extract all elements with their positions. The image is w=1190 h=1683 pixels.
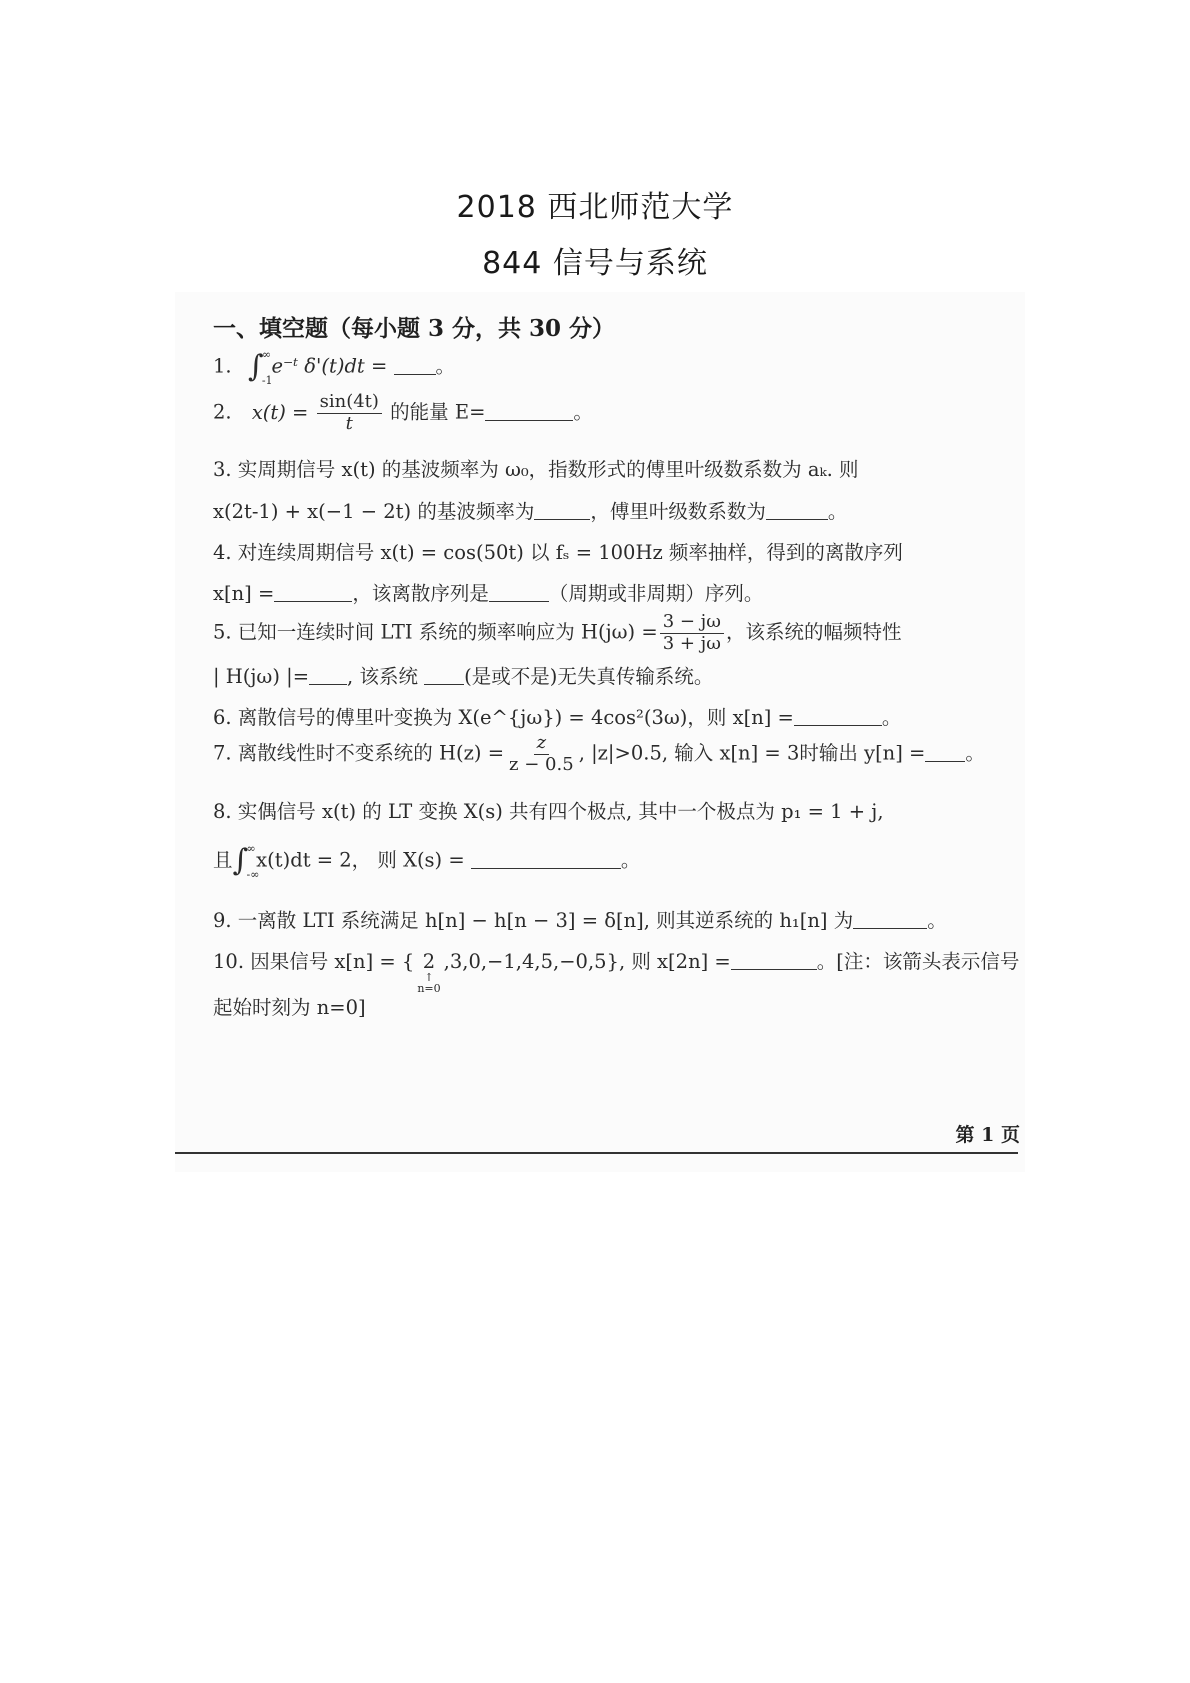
question-10-line-1: 10. 因果信号 x[n] = { 2 ↑ n=0 ,3,0,−1,4,5,−0,5}, 则 x[2n] = 。[注：该箭头表示信号 [213, 950, 1020, 995]
q3-frequency-blank[interactable] [534, 519, 590, 520]
question-3-line-2: x(2t-1) + x(−1 − 2t) 的基波频率为 ，傅里叶级数系数为 。 [213, 500, 848, 523]
question-8-line-1: 8. 实偶信号 x(t) 的 LT 变换 X(s) 共有四个极点, 其中一个极点为 p₁ = 1 + j, [213, 800, 884, 823]
q3-coefficient-blank[interactable] [766, 519, 828, 520]
question-3-line-1: 3. 实周期信号 x(t) 的基波频率为 ω₀，指数形式的傅里叶级数系数为 aₖ. 则 [213, 458, 859, 481]
section-heading: 一、填空题（每小题 3 分，共 30 分） [213, 315, 616, 342]
question-4-line-2: x[n] = ，该离散序列是 （周期或非周期）序列。 [213, 582, 764, 605]
q2-lhs: x(t) = [251, 400, 309, 424]
page-number: 第 1 页 [955, 1124, 1020, 1146]
question-10-line-2: 起始时刻为 n=0] [213, 996, 366, 1019]
q4-sequence-blank[interactable] [274, 601, 352, 602]
q4-periodic-blank[interactable] [489, 601, 549, 602]
question-1: 1. ∫ ∞ -1 e⁻ᵗ δ'(t)dt = 。 [213, 348, 456, 387]
q5-magnitude-blank[interactable] [309, 684, 347, 685]
question-2: 2. x(t) = $\frac{\sin(4t)}{t}$ 的能量 E= 。 [213, 391, 593, 434]
q1-expression: e⁻ᵗ δ'(t)dt = [271, 354, 388, 378]
integral-sign: ∫ ∞ -1 [247, 348, 273, 387]
q9-answer-blank[interactable] [853, 928, 927, 929]
q7-answer-blank[interactable] [925, 761, 965, 762]
q1-answer-blank[interactable] [394, 374, 436, 375]
question-8-line-2: 且∫ ∞ -∞ x(t)dt = 2， 则 X(s) = 。 [213, 842, 641, 881]
page-subtitle: 844 信号与系统 [482, 246, 708, 281]
up-arrow-icon: ↑ [424, 970, 434, 984]
q6-answer-blank[interactable] [794, 725, 882, 726]
q10-start-marker: 2 ↑ n=0 [417, 950, 441, 995]
q7-fraction: $\frac{z}{z - 0.5}$ [509, 732, 574, 775]
question-6: 6. 离散信号的傅里叶变换为 X(e^{jω}) = 4cos²(3ω)，则 x[n] = 。 [213, 706, 902, 729]
q2-fraction: $\frac{\sin(4t)}{t}$ [317, 392, 382, 434]
question-9: 9. 一离散 LTI 系统满足 h[n] − h[n − 3] = δ[n], 则其逆系统的 h₁[n] 为 。 [213, 909, 947, 932]
page-title: 2018 西北师范大学 [456, 190, 734, 225]
q10-answer-blank[interactable] [731, 969, 817, 970]
q8-answer-blank[interactable] [471, 868, 621, 869]
integral-sign: ∫ ∞ -∞ [232, 842, 260, 881]
footer-divider [175, 1152, 1018, 1154]
question-5-line-2: | H(jω) |= , 该系统 (是或不是)无失真传输系统。 [213, 665, 714, 688]
question-7: 7. 离散线性时不变系统的 H(z) = $\frac{z}{z - 0.5}$ , |z|>0.5, 输入 x[n] = 3时输出 y[n] = 。 [213, 732, 985, 775]
q5-fraction: $\frac{3 - j\omega}{3 + j\omega}$ [660, 612, 724, 654]
q2-answer-blank[interactable] [485, 420, 573, 421]
q1-number: 1. [213, 354, 232, 378]
q2-text: 的能量 E= [390, 400, 486, 424]
question-4-line-1: 4. 对连续周期信号 x(t) = cos(50t) 以 fₛ = 100Hz 频率抽样，得到的离散序列 [213, 541, 903, 564]
question-5-line-1: 5. 已知一连续时间 LTI 系统的频率响应为 H(jω) = $\frac{3 - j\omega}{3 + j\omega}$ ，该系统的幅频特性 [213, 611, 902, 654]
q5-distortion-blank[interactable] [424, 684, 464, 685]
q2-number: 2. [213, 400, 232, 424]
